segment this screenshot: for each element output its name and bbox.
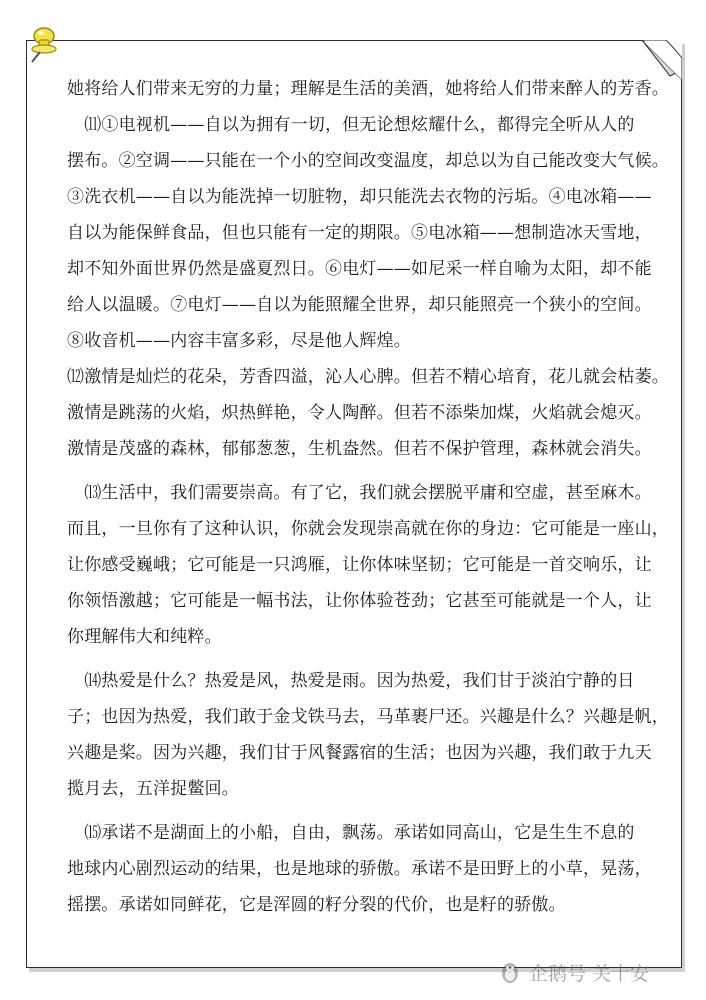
- text-line: 让你感受巍峨；它可能是一只鸿雁，让你体味坚韧；它可能是一首交响乐，让: [67, 555, 652, 575]
- text-line: 你理解伟大和纯粹。: [67, 627, 222, 647]
- text-line: 摆布。②空调——只能在一个小的空间改变温度，却总以为自己能改变大气候。: [67, 151, 669, 171]
- pushpin-icon: [24, 24, 60, 64]
- text-line: ⑧收音机——内容丰富多彩，尽是他人辉煌。: [67, 331, 411, 351]
- text-line: 激情是茂盛的森林，郁郁葱葱，生机盎然。但若不保护管理，森林就会消失。: [67, 439, 652, 459]
- text-line: 她将给人们带来无穷的力量；理解是生活的美酒，她将给人们带来醉人的芳香。: [67, 79, 669, 99]
- penguin-logo-icon: [497, 960, 523, 984]
- text-line: ⒀生活中，我们需要崇高。有了它，我们就会摆脱平庸和空虚，甚至麻木。: [67, 483, 652, 503]
- text-line: ⑾①电视机——自以为拥有一切，但无论想炫耀什么，都得完全听从人的: [67, 115, 635, 135]
- document-page: [26, 40, 682, 968]
- text-line: ⒁热爱是什么？热爱是风，热爱是雨。因为热爱，我们甘于淡泊宁静的日: [67, 671, 635, 691]
- text-line: 却不知外面世界仍然是盛夏烈日。⑥电灯——如尼采一样自喻为太阳，却不能: [67, 259, 652, 279]
- text-line: ③洗衣机——自以为能洗掉一切脏物，却只能洗去衣物的污垢。④电冰箱——: [67, 187, 652, 207]
- text-line: 兴趣是桨。因为兴趣，我们甘于风餐露宿的生活；也因为兴趣，我们敢于九天: [67, 743, 652, 763]
- watermark: [497, 958, 649, 986]
- text-line: 自以为能保鲜食品，但也只能有一定的期限。⑤电冰箱——想制造冰天雪地，: [67, 223, 652, 243]
- text-line: ⒂承诺不是湖面上的小船，自由，飘荡。承诺如同高山，它是生生不息的: [67, 823, 635, 843]
- text-line: 揽月去，五洋捉鳖回。: [67, 779, 239, 799]
- text-line: 给人以温暖。⑦电灯——自以为能照耀全世界，却只能照亮一个狭小的空间。: [67, 295, 652, 315]
- text-line: 激情是跳荡的火焰，炽热鲜艳，令人陶醉。但若不添柴加煤，火焰就会熄灭。: [67, 403, 652, 423]
- text-line: 而且，一旦你有了这种认识，你就会发现崇高就在你的身边：它可能是一座山，: [67, 519, 669, 539]
- document-body: [67, 71, 667, 923]
- text-line: 你领悟激越；它可能是一幅书法，让你体验苍劲；它甚至可能就是一个人，让: [67, 591, 652, 611]
- text-line: 子；也因为热爱，我们敢于金戈铁马去，马革裹尸还。兴趣是什么？兴趣是帆，: [67, 707, 669, 727]
- text-line: 地球内心剧烈运动的结果，也是地球的骄傲。承诺不是田野上的小草，晃荡，: [67, 859, 652, 879]
- watermark-text: 企鹅号 关十安: [529, 962, 650, 985]
- text-line: 摇摆。承诺如同鲜花，它是浑圆的籽分裂的代价，也是籽的骄傲。: [67, 895, 566, 915]
- text-line: ⑿激情是灿烂的花朵，芳香四溢，沁人心脾。但若不精心培育，花儿就会枯萎。: [67, 367, 669, 387]
